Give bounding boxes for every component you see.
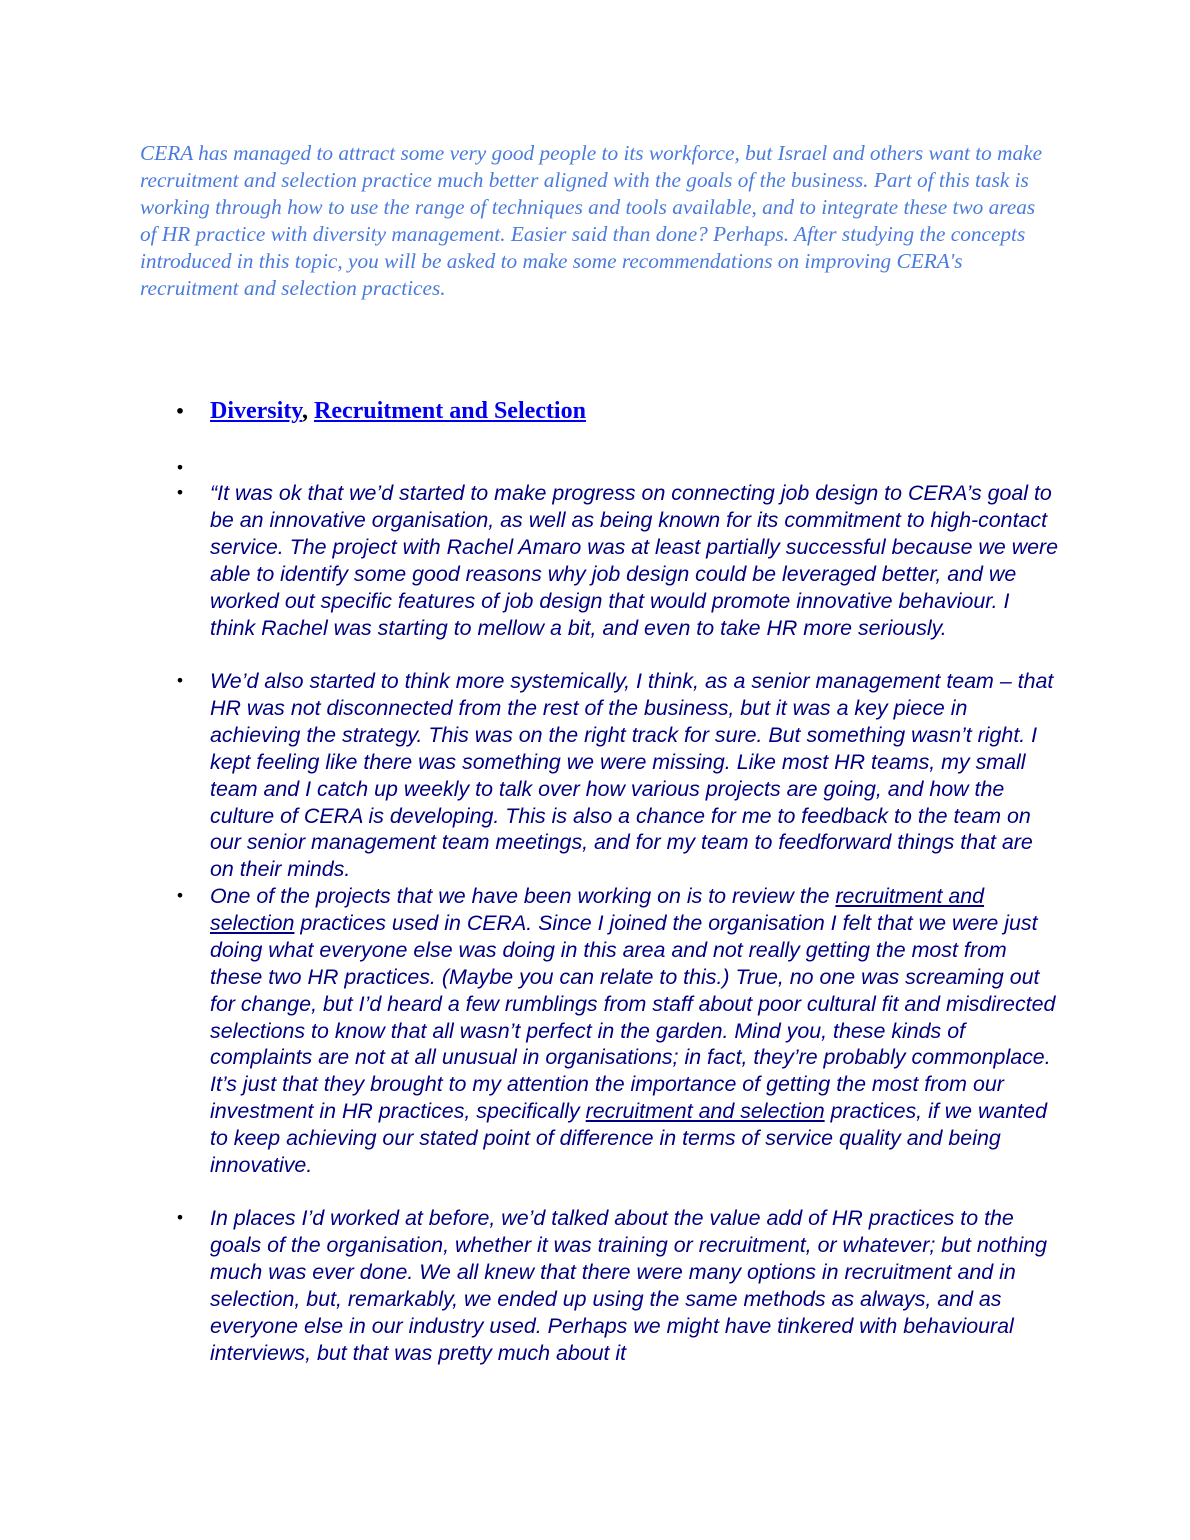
list-item-quote [175, 668, 1060, 883]
bullet-icon: • [174, 402, 186, 421]
diversity-link[interactable]: Diversity [210, 398, 302, 424]
bullet-icon: • [175, 1208, 185, 1227]
bullet-icon: • [175, 886, 185, 905]
bullet-icon: • [175, 483, 185, 502]
list-item-quote [175, 480, 1060, 641]
quote-paragraph: In places I’d worked at before, we’d talked about the value add of HR practices to the goals of the organisation, whether it was training or recruitment, or whatever; but nothing much was ever done. We all knew that there were many options in recruitment and in selection, but, remarkably, we ended up using the same methods as always, and as everyone else in our industry used. Perhaps we might have tinkered with behavioural interviews, but that was pretty much about it [210, 1206, 1048, 1365]
heading-separator: , [301, 398, 314, 424]
recruitment-selection-inline-link[interactable]: recruitment and selection [210, 884, 985, 935]
list-item-quote [175, 1205, 1060, 1366]
list-item-empty [175, 455, 1060, 479]
list-item-heading [174, 396, 1060, 426]
recruitment-selection-link[interactable]: Recruitment and Selection [313, 398, 586, 424]
quote-paragraph: We’d also started to think more systemically, I think, as a senior management team – that HR was not disconnected from the rest of the business, but it was a key piece in achieving the strategy. This was on the right track for sure. But something wasn’t right. I kept feeling like there was something we were missing. Like most HR teams, my small team and I catch up weekly to talk over how various projects are going, and how the culture of CERA is developing. This is also a chance for me to feedback to the team on our senior management team meetings, and for my team to feedforward things that are on their minds. [210, 669, 1054, 882]
quote-text: One of the projects that we have been working on is to review the [210, 884, 836, 908]
quote-text: practices used in CERA. Since I joined the organisation I felt that we were just doing what everyone else was doing in this area and not really getting the most from these two HR practices. (Maybe you can relate to this.) True, no one was screaming out for change, but I’d heard a few rumblings from staff about poor cultural fit and misdirected selections to know that all wasn’t perfect in the garden. Mind you, these kinds of complaints are not at all unusual in organisations; in fact, they’re probably commonplace. It’s just that they brought to my attention the importance of getting the most from our investment in HR practices, specifically [210, 910, 1056, 1124]
list-item-quote [175, 883, 1060, 1179]
intro-paragraph: CERA has managed to attract some very good people to its workforce, but Israel and others want to make recruitment and selection practice much better aligned with the goals of the business. Part of this task is working through how to use the range of techniques and tools available, and to integrate these two areas of HR practice with diversity management. Easier said than done? Perhaps. After studying the concepts introduced in this topic, you will be asked to make some recommendations on improving CERA's recruitment and selection practices. [140, 141, 1043, 300]
bullet-icon: • [175, 458, 185, 477]
bullet-icon: • [175, 671, 185, 690]
quote-paragraph: “It was ok that we’d started to make progress on connecting job design to CERA’s goal to be an innovative organisation, as well as being known for its commitment to high-contact service. The project with Rachel Amaro was at least partially successful because we were able to identify some good reasons why job design could be leveraged better, and we worked out specific features of job design that would promote innovative behaviour. I think Rachel was starting to mellow a bit, and even to take HR more seriously. [210, 481, 1059, 640]
quote-text: practices, if we wanted to keep achieving our stated point of difference in terms of service quality and being innovative. [210, 1099, 1047, 1178]
recruitment-selection-inline-link[interactable]: recruitment and selection [585, 1099, 825, 1124]
